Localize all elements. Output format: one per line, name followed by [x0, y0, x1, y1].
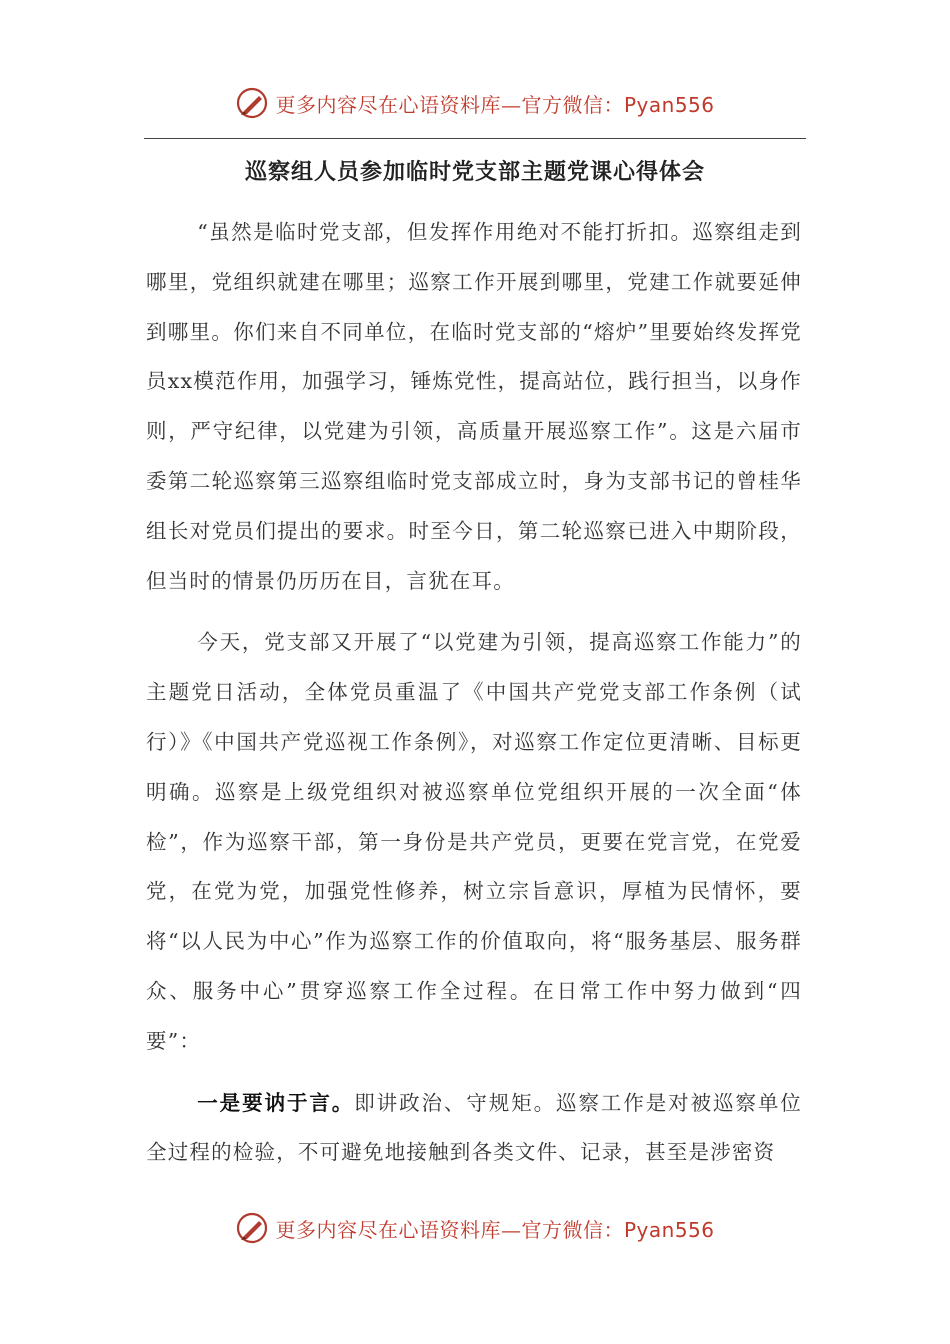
banner-label: 更多内容尽在心语资料库—官方微信： [275, 92, 624, 117]
header-divider [144, 138, 806, 139]
paragraph-3-text: 即讲政治、守规矩。巡察工作是对被巡察单位全过程的检验，不可避免地接触到各类文件、记录，甚至是涉密资 [146, 1090, 803, 1165]
pen-logo-icon [235, 86, 269, 120]
pen-logo-icon [235, 1211, 269, 1245]
paragraph-2 [146, 618, 802, 1066]
footer-banner [0, 1208, 950, 1248]
paragraph-1 [146, 208, 802, 606]
paragraph-3-lead: 一是要讷于言。 [197, 1090, 355, 1115]
paragraph-3 [146, 1079, 802, 1179]
header-banner [0, 83, 950, 123]
paragraph-1-text: “虽然是临时党支部，但发挥作用绝对不能打折扣。巡察组走到哪里，党组织就建在哪里；巡察工作开展到哪里，党建工作就要延伸到哪里。你们来自不同单位，在临时党支部的“熔炉”里要始终发挥党员xx模范作用，加强学习，锤炼党性，提高站位，践行担当，以身作则，严守纪律，以党建为引领，高质量开展巡察工作”。这是六届市委第二轮巡察第三巡察组临时党支部成立时，身为支部书记的曾桂华组长对党员们提出的要求。时至今日，第二轮巡察已进入中期阶段，但当时的情景仍历历在目，言犹在耳。 [146, 220, 802, 593]
paragraph-2-text: 今天，党支部又开展了“以党建为引领，提高巡察工作能力”的主题党日活动，全体党员重温了《中国共产党党支部工作条例（试行）》《中国共产党巡视工作条例》，对巡察工作定位更清晰、目标更明确。巡察是上级党组织对被巡察单位党组织开展的一次全面“体检”，作为巡察干部，第一身份是共产党员，更要在党言党，在党爱党，在党为党，加强党性修养，树立宗旨意识，厚植为民情怀，要将“以人民为中心”作为巡察工作的价值取向，将“服务基层、服务群众、服务中心”贯穿巡察工作全过程。在日常工作中努力做到“四要”： [146, 630, 802, 1053]
wechat-id: Pyan556 [623, 92, 715, 117]
page-title: 巡察组人员参加临时党支部主题党课心得体会 [244, 159, 705, 185]
banner-text [275, 1214, 714, 1243]
document-body [146, 208, 802, 1178]
wechat-id: Pyan556 [623, 1217, 715, 1242]
banner-text [275, 89, 714, 118]
banner-label: 更多内容尽在心语资料库—官方微信： [275, 1217, 624, 1242]
